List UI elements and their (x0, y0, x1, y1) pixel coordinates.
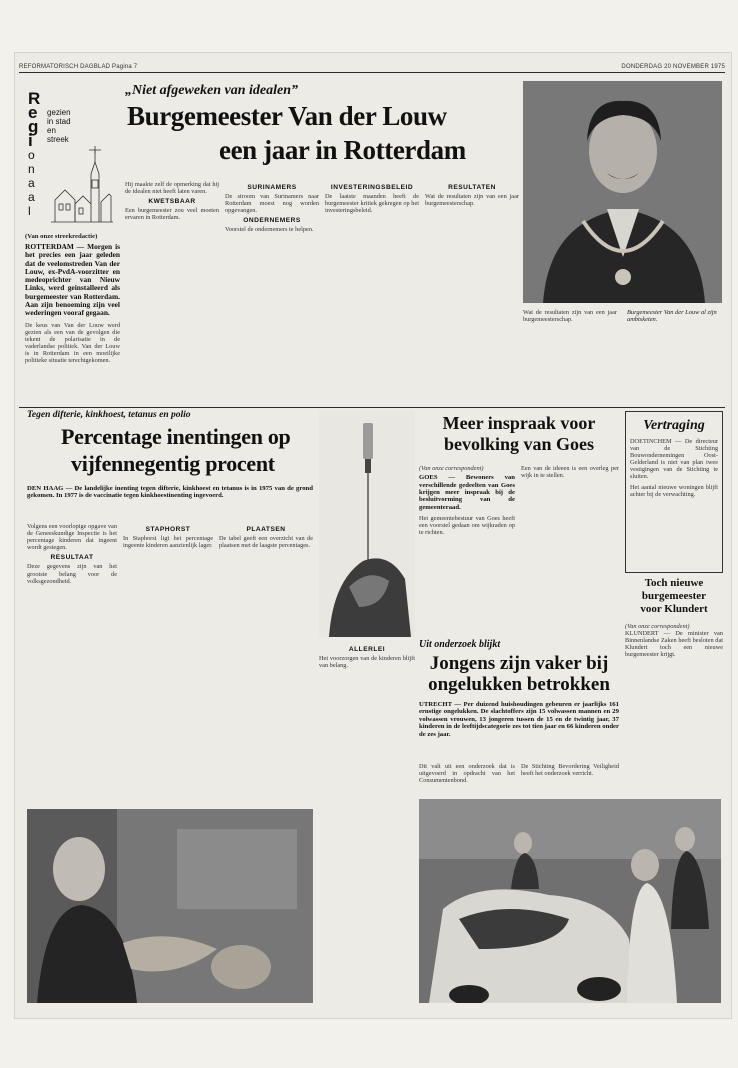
vertraging-body (626, 438, 722, 564)
header-rule (19, 72, 725, 73)
mayor-body-1: De keus van Van der Louw werd gezien als een van de gevolgen die tekent de polarisatie in de vaderlandse politiek. Van der Louw is in Rotterdam in een moeilijke politieke situatie terechtgekomen. (25, 321, 120, 365)
section-rule (19, 407, 725, 408)
mayor-body-5: Voorstel de ondernemers te helpen. (225, 226, 314, 234)
boys-kicker: Uit onderzoek blijkt (419, 639, 501, 650)
injection-photo (27, 809, 313, 1003)
vaccination-column-3 (219, 523, 313, 803)
car-crash-photo (419, 799, 721, 1003)
newspaper-page (14, 52, 732, 1019)
vaccination-intro: DEN HAAG — De landelijke inenting tegen difterie, kinkhoest en tetanus is in 1975 van de grond gekomen. In 1977 is de vaccinatie tegen kinkhoestinenting ingevoerd. (27, 485, 313, 500)
goes-headline (419, 413, 619, 455)
regio-letter: a (28, 190, 35, 204)
mayor-column-3 (225, 181, 319, 403)
goes-column-1 (419, 465, 515, 615)
regio-letter: R (28, 89, 41, 108)
mayor-subhead-ondernemers: ONDERNEMERS (243, 217, 301, 225)
vaccination-body-3: In Staphorst ligt het percentage ingeente kinderen aanzienlijk lager. (123, 535, 213, 550)
vaccination-column-1 (27, 523, 117, 803)
boys-headline (419, 653, 619, 695)
mayor-headline-line-1: Burgemeester Van der Louw (127, 101, 447, 131)
page-header-paper: REFORMATORISCH DAGBLAD Pagina 7 (19, 64, 138, 70)
vaccination-body-4: De tabel geeft een overzicht van de plaatsen met de laagste percentages. (219, 535, 313, 550)
goes-headline-line-1: Meer inspraak voor (442, 413, 596, 433)
vaccination-body-5: Het voorzorgen van de kinderen blijft van belang. (319, 655, 415, 670)
regio-subtitle (47, 108, 71, 144)
vaccination-column-4 (319, 643, 415, 1003)
mayor-column-5 (425, 181, 519, 403)
klundert-byline: (Van onze correspondent) (625, 623, 690, 630)
town-skyline-illustration (51, 144, 113, 224)
mayor-body-7b: Wat de resultaten zijn van een jaar burgemeesterschap. (523, 309, 617, 324)
mayor-column-2 (125, 181, 219, 403)
mayor-caption-column (627, 309, 722, 403)
regio-letter: g (28, 117, 39, 136)
injection-illustration (27, 809, 313, 1003)
mayor-portrait-illustration (523, 81, 722, 303)
boys-intro: UTRECHT — Per duizend huishoudingen gebeuren er jaarlijks 161 ernstige ongelukken. De slachtoffers zijn 15 volwassen mannen en 29 volwassen vrouwen, 13 jongeren tussen de 15 en de twintig jaar, 37 kinderen in de leeftijdscategorie zes tot tien jaar en 66 kinderen onder de zes jaar. (419, 701, 619, 738)
goes-byline: (Van onze correspondent) (419, 465, 484, 472)
mayor-photo-caption: Burgemeester Van der Louw al zijn ambtsketen. (627, 309, 717, 324)
klundert-body: KLUNDERT — De minister van Binnenlandse Zaken heeft besloten dat Klundert toch een nieuwe burgemeester krijgt. (625, 630, 723, 659)
regio-letter: l (28, 204, 31, 218)
vaccination-headline-line-2: vijfennegentig procent (71, 451, 275, 476)
syringe-photo (319, 411, 415, 637)
mayor-intro-column (25, 233, 120, 382)
mayor-body-3: Een burgemeester zou veel moeten ervaren in Rotterdam. (125, 207, 219, 222)
mayor-subhead-kwetsbaar: KWETSBAAR (148, 198, 196, 206)
goes-column-2: Een van de ideeen is een overleg per wijk in te stellen. (521, 465, 619, 480)
vaccination-body-2: Deze gegevens zijn van het grootste belang voor de volksgezondheid. (27, 563, 117, 585)
klundert-headline-line-3: voor Klundert (640, 603, 708, 615)
mayor-subhead-resultaten: RESULTATEN (448, 184, 496, 191)
mayor-body-4: De stroom van Surinamers naar Rotterdam moest nog worden opgevangen. (225, 193, 319, 215)
vaccination-kicker: Tegen difterie, kinkhoest, tetanus en polio (27, 410, 191, 420)
mayor-intro: ROTTERDAM — Morgen is het precies een jaar geleden dat de veelomstreden Van der Louw, ex-PvdA-voorzitter en medeoprichter van Nieuw Links, werd geinstalleerd als burgemeester van Rotterdam. Aan zijn benoeming zijn veel wederingen vooraf gegaan. (25, 242, 120, 318)
regio-title (28, 89, 44, 218)
regio-letter: a (28, 176, 35, 190)
syringe-illustration (319, 411, 415, 637)
regio-subtitle-line: en (47, 126, 56, 135)
klundert-headline-line-2: burgemeester (641, 590, 707, 602)
mayor-column-4 (325, 181, 419, 403)
mayor-column-6 (523, 309, 617, 403)
mayor-portrait-photo (523, 81, 722, 303)
klundert-headline-line-1: Toch nieuwe (644, 577, 704, 589)
mayor-byline: (Van onze streekredactie) (25, 233, 98, 240)
regio-subtitle-line: in stad (47, 117, 71, 126)
mayor-kicker: „Niet afgeweken van idealen” (125, 83, 299, 98)
vaccination-subhead-staphorst: STAPHORST (145, 526, 191, 533)
mayor-subhead-surinamers: SURINAMERS (247, 184, 297, 191)
boys-headline-line-2: ongelukken betrokken (428, 674, 610, 695)
mayor-subhead-investeringsbeleid: INVESTERINGSBELEID (330, 184, 414, 191)
vertraging-box (625, 411, 723, 573)
goes-body-1: Het gemeentebestuur van Goes heeft een voorstel gedaan om wijkraden op te richten. (419, 515, 515, 537)
goes-headline-line-2: bevolking van Goes (443, 434, 595, 454)
vaccination-subhead-plaatsen: PLAATSEN (246, 526, 286, 533)
vertraging-intro: DOETINCHEM — De directeur van de Stichting Bouwondernemingen Oost-Gelderland is niet van plan twee vestigingen van de Stichting te sluiten. (630, 438, 718, 481)
mayor-body-6: De laatste maanden heeft de burgemeester kritiek gekregen op het investeringsbeleid. (325, 193, 419, 215)
vertraging-headline: Vertraging (643, 418, 705, 433)
klundert-column (625, 623, 723, 790)
vaccination-subhead-allerlei: ALLERLEI (348, 646, 386, 653)
goes-intro: GOES — Bewoners van verschillende gedeelten van Goes krijgen meer inspraak bij de besluitvorming van de gemeenteraad. (419, 474, 515, 511)
vaccination-subhead-resultaat: RESULTAAT (50, 554, 94, 562)
boys-body-2: De Stichting Bevordering Veiligheid heeft het onderzoek verricht. (521, 763, 619, 778)
vertraging-text: Het aantal nieuwe woningen blijft achter bij de verwachting. (630, 483, 718, 498)
regio-subtitle-line: streek (47, 135, 69, 144)
page-header-date: DONDERDAG 20 NOVEMBER 1975 (621, 64, 725, 70)
boys-body-1: Dit valt uit een onderzoek dat is uitgevoerd in opdracht van het Consumentenbond. (419, 763, 515, 785)
vaccination-column-2 (123, 523, 213, 803)
regio-letter: i (28, 131, 33, 150)
car-crash-illustration (419, 799, 721, 1003)
regio-letter: n (28, 162, 35, 176)
mayor-body-7: Wat de resultaten zijn van een jaar burgemeesterschap. (425, 193, 519, 208)
mayor-headline-line-2: een jaar in Rotterdam (219, 135, 466, 165)
mayor-body-2: Hij maakte zelf de opmerking dat hij de idealen niet heeft laten varen. (125, 181, 219, 196)
vaccination-headline-line-1: Percentage inentingen op (61, 424, 291, 449)
regio-letter: o (28, 148, 35, 162)
regio-letter: e (28, 103, 38, 122)
boys-headline-line-1: Jongens zijn vaker bij (429, 653, 609, 674)
vaccination-body-1: Volgens een voorlopige opgave van de Geneeskundige Inspectie is het percentage kinderen dat ingeent wordt gestegen. (27, 523, 117, 552)
regio-logo-box (25, 78, 115, 228)
klundert-headline (625, 577, 723, 616)
regio-subtitle-line: gezien (47, 108, 71, 117)
